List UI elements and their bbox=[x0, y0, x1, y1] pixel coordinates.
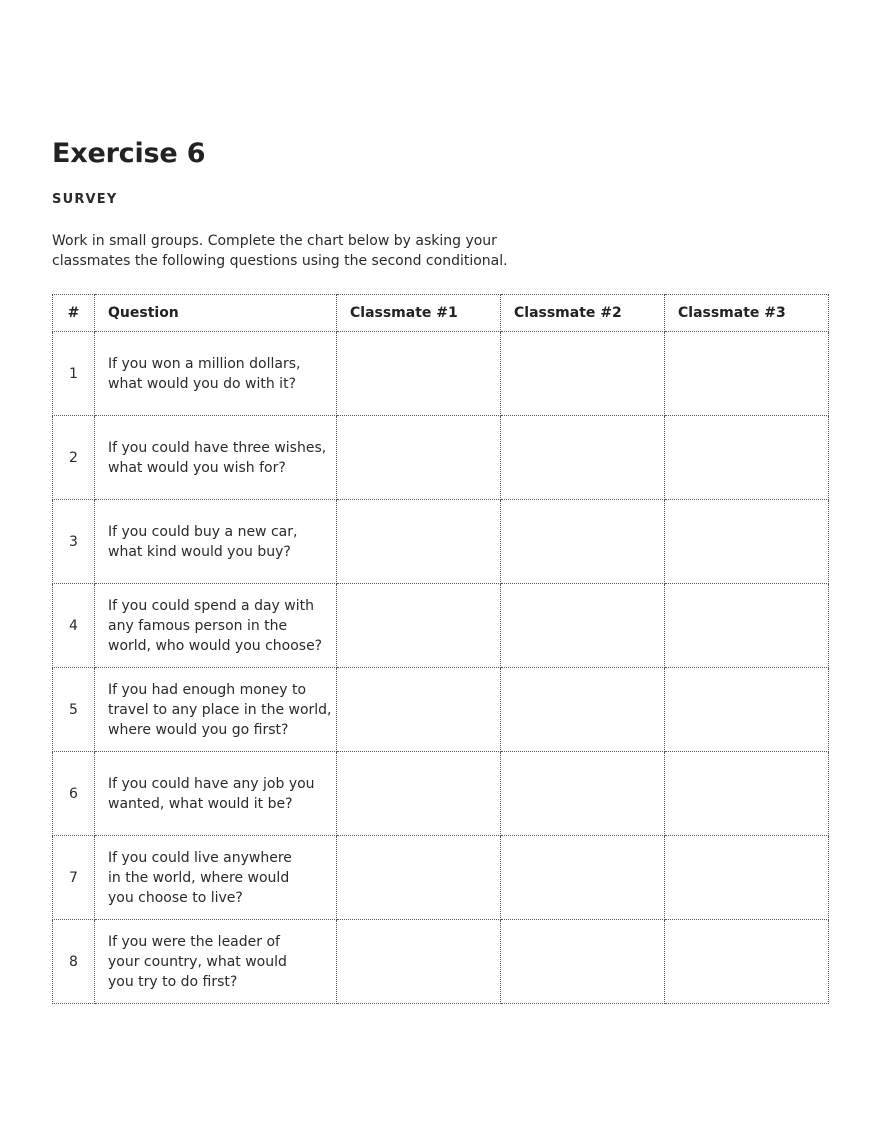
answer-cell-classmate-3[interactable] bbox=[665, 668, 829, 752]
table-row bbox=[53, 752, 829, 836]
question-text-line: any famous person in the bbox=[108, 617, 288, 634]
question-text-line: your country, what would bbox=[108, 953, 287, 970]
survey-table-body bbox=[53, 332, 829, 1004]
answer-cell-classmate-1[interactable] bbox=[337, 500, 501, 584]
row-number: 3 bbox=[53, 500, 95, 584]
answer-cell-classmate-2[interactable] bbox=[501, 920, 665, 1004]
survey-table bbox=[52, 294, 829, 1004]
answer-cell-classmate-1[interactable] bbox=[337, 668, 501, 752]
question-text-line: in the world, where would bbox=[108, 869, 290, 886]
table-row bbox=[53, 668, 829, 752]
answer-cell-classmate-2[interactable] bbox=[501, 584, 665, 668]
question-text-line: wanted, what would it be? bbox=[108, 795, 293, 812]
instructions-line: classmates the following questions using the second conditional. bbox=[52, 253, 508, 269]
answer-cell-classmate-2[interactable] bbox=[501, 416, 665, 500]
row-number: 2 bbox=[53, 416, 95, 500]
table-row bbox=[53, 584, 829, 668]
question-cell bbox=[95, 332, 337, 416]
section-subtitle: SURVEY bbox=[52, 192, 118, 207]
question-cell bbox=[95, 752, 337, 836]
survey-table-header bbox=[53, 295, 829, 332]
answer-cell-classmate-2[interactable] bbox=[501, 500, 665, 584]
page-title: Exercise 6 bbox=[52, 138, 206, 169]
question-text-line: what would you wish for? bbox=[108, 459, 286, 476]
answer-cell-classmate-3[interactable] bbox=[665, 500, 829, 584]
question-cell bbox=[95, 416, 337, 500]
question-cell bbox=[95, 836, 337, 920]
question-text-line: If you were the leader of bbox=[108, 933, 280, 950]
question-text-line: If you won a million dollars, bbox=[108, 355, 301, 372]
question-text-line: you try to do first? bbox=[108, 973, 238, 990]
question-text-line: If you could spend a day with bbox=[108, 597, 314, 614]
question-cell bbox=[95, 500, 337, 584]
row-number: 1 bbox=[53, 332, 95, 416]
row-number: 8 bbox=[53, 920, 95, 1004]
table-row bbox=[53, 416, 829, 500]
answer-cell-classmate-1[interactable] bbox=[337, 584, 501, 668]
table-row bbox=[53, 836, 829, 920]
question-text-line: travel to any place in the world, bbox=[108, 701, 332, 718]
header-classmate-2: Classmate #2 bbox=[501, 295, 665, 332]
answer-cell-classmate-2[interactable] bbox=[501, 836, 665, 920]
instructions-line: Work in small groups. Complete the chart below by asking your bbox=[52, 233, 497, 249]
answer-cell-classmate-3[interactable] bbox=[665, 416, 829, 500]
header-row bbox=[53, 295, 829, 332]
answer-cell-classmate-3[interactable] bbox=[665, 752, 829, 836]
row-number: 6 bbox=[53, 752, 95, 836]
row-number: 4 bbox=[53, 584, 95, 668]
question-text-line: If you had enough money to bbox=[108, 681, 307, 698]
question-text-line: world, who would you choose? bbox=[108, 637, 323, 654]
header-classmate-1: Classmate #1 bbox=[337, 295, 501, 332]
question-cell bbox=[95, 584, 337, 668]
header-classmate-3: Classmate #3 bbox=[665, 295, 829, 332]
table-row bbox=[53, 920, 829, 1004]
instructions bbox=[52, 231, 512, 271]
question-text-line: what kind would you buy? bbox=[108, 543, 291, 560]
answer-cell-classmate-2[interactable] bbox=[501, 332, 665, 416]
answer-cell-classmate-3[interactable] bbox=[665, 920, 829, 1004]
answer-cell-classmate-3[interactable] bbox=[665, 836, 829, 920]
answer-cell-classmate-2[interactable] bbox=[501, 668, 665, 752]
question-text-line: If you could have any job you bbox=[108, 775, 315, 792]
answer-cell-classmate-3[interactable] bbox=[665, 332, 829, 416]
answer-cell-classmate-1[interactable] bbox=[337, 416, 501, 500]
header-number: # bbox=[53, 295, 95, 332]
question-text-line: you choose to live? bbox=[108, 889, 243, 906]
row-number: 7 bbox=[53, 836, 95, 920]
table-row bbox=[53, 332, 829, 416]
answer-cell-classmate-1[interactable] bbox=[337, 920, 501, 1004]
question-text-line: If you could live anywhere bbox=[108, 849, 292, 866]
row-number: 5 bbox=[53, 668, 95, 752]
answer-cell-classmate-2[interactable] bbox=[501, 752, 665, 836]
answer-cell-classmate-1[interactable] bbox=[337, 332, 501, 416]
answer-cell-classmate-3[interactable] bbox=[665, 584, 829, 668]
question-cell bbox=[95, 668, 337, 752]
question-text-line: what would you do with it? bbox=[108, 375, 296, 392]
question-cell bbox=[95, 920, 337, 1004]
question-text-line: If you could buy a new car, bbox=[108, 523, 298, 540]
answer-cell-classmate-1[interactable] bbox=[337, 752, 501, 836]
answer-cell-classmate-1[interactable] bbox=[337, 836, 501, 920]
question-text-line: If you could have three wishes, bbox=[108, 439, 327, 456]
header-question: Question bbox=[95, 295, 337, 332]
question-text-line: where would you go first? bbox=[108, 721, 289, 738]
table-row bbox=[53, 500, 829, 584]
